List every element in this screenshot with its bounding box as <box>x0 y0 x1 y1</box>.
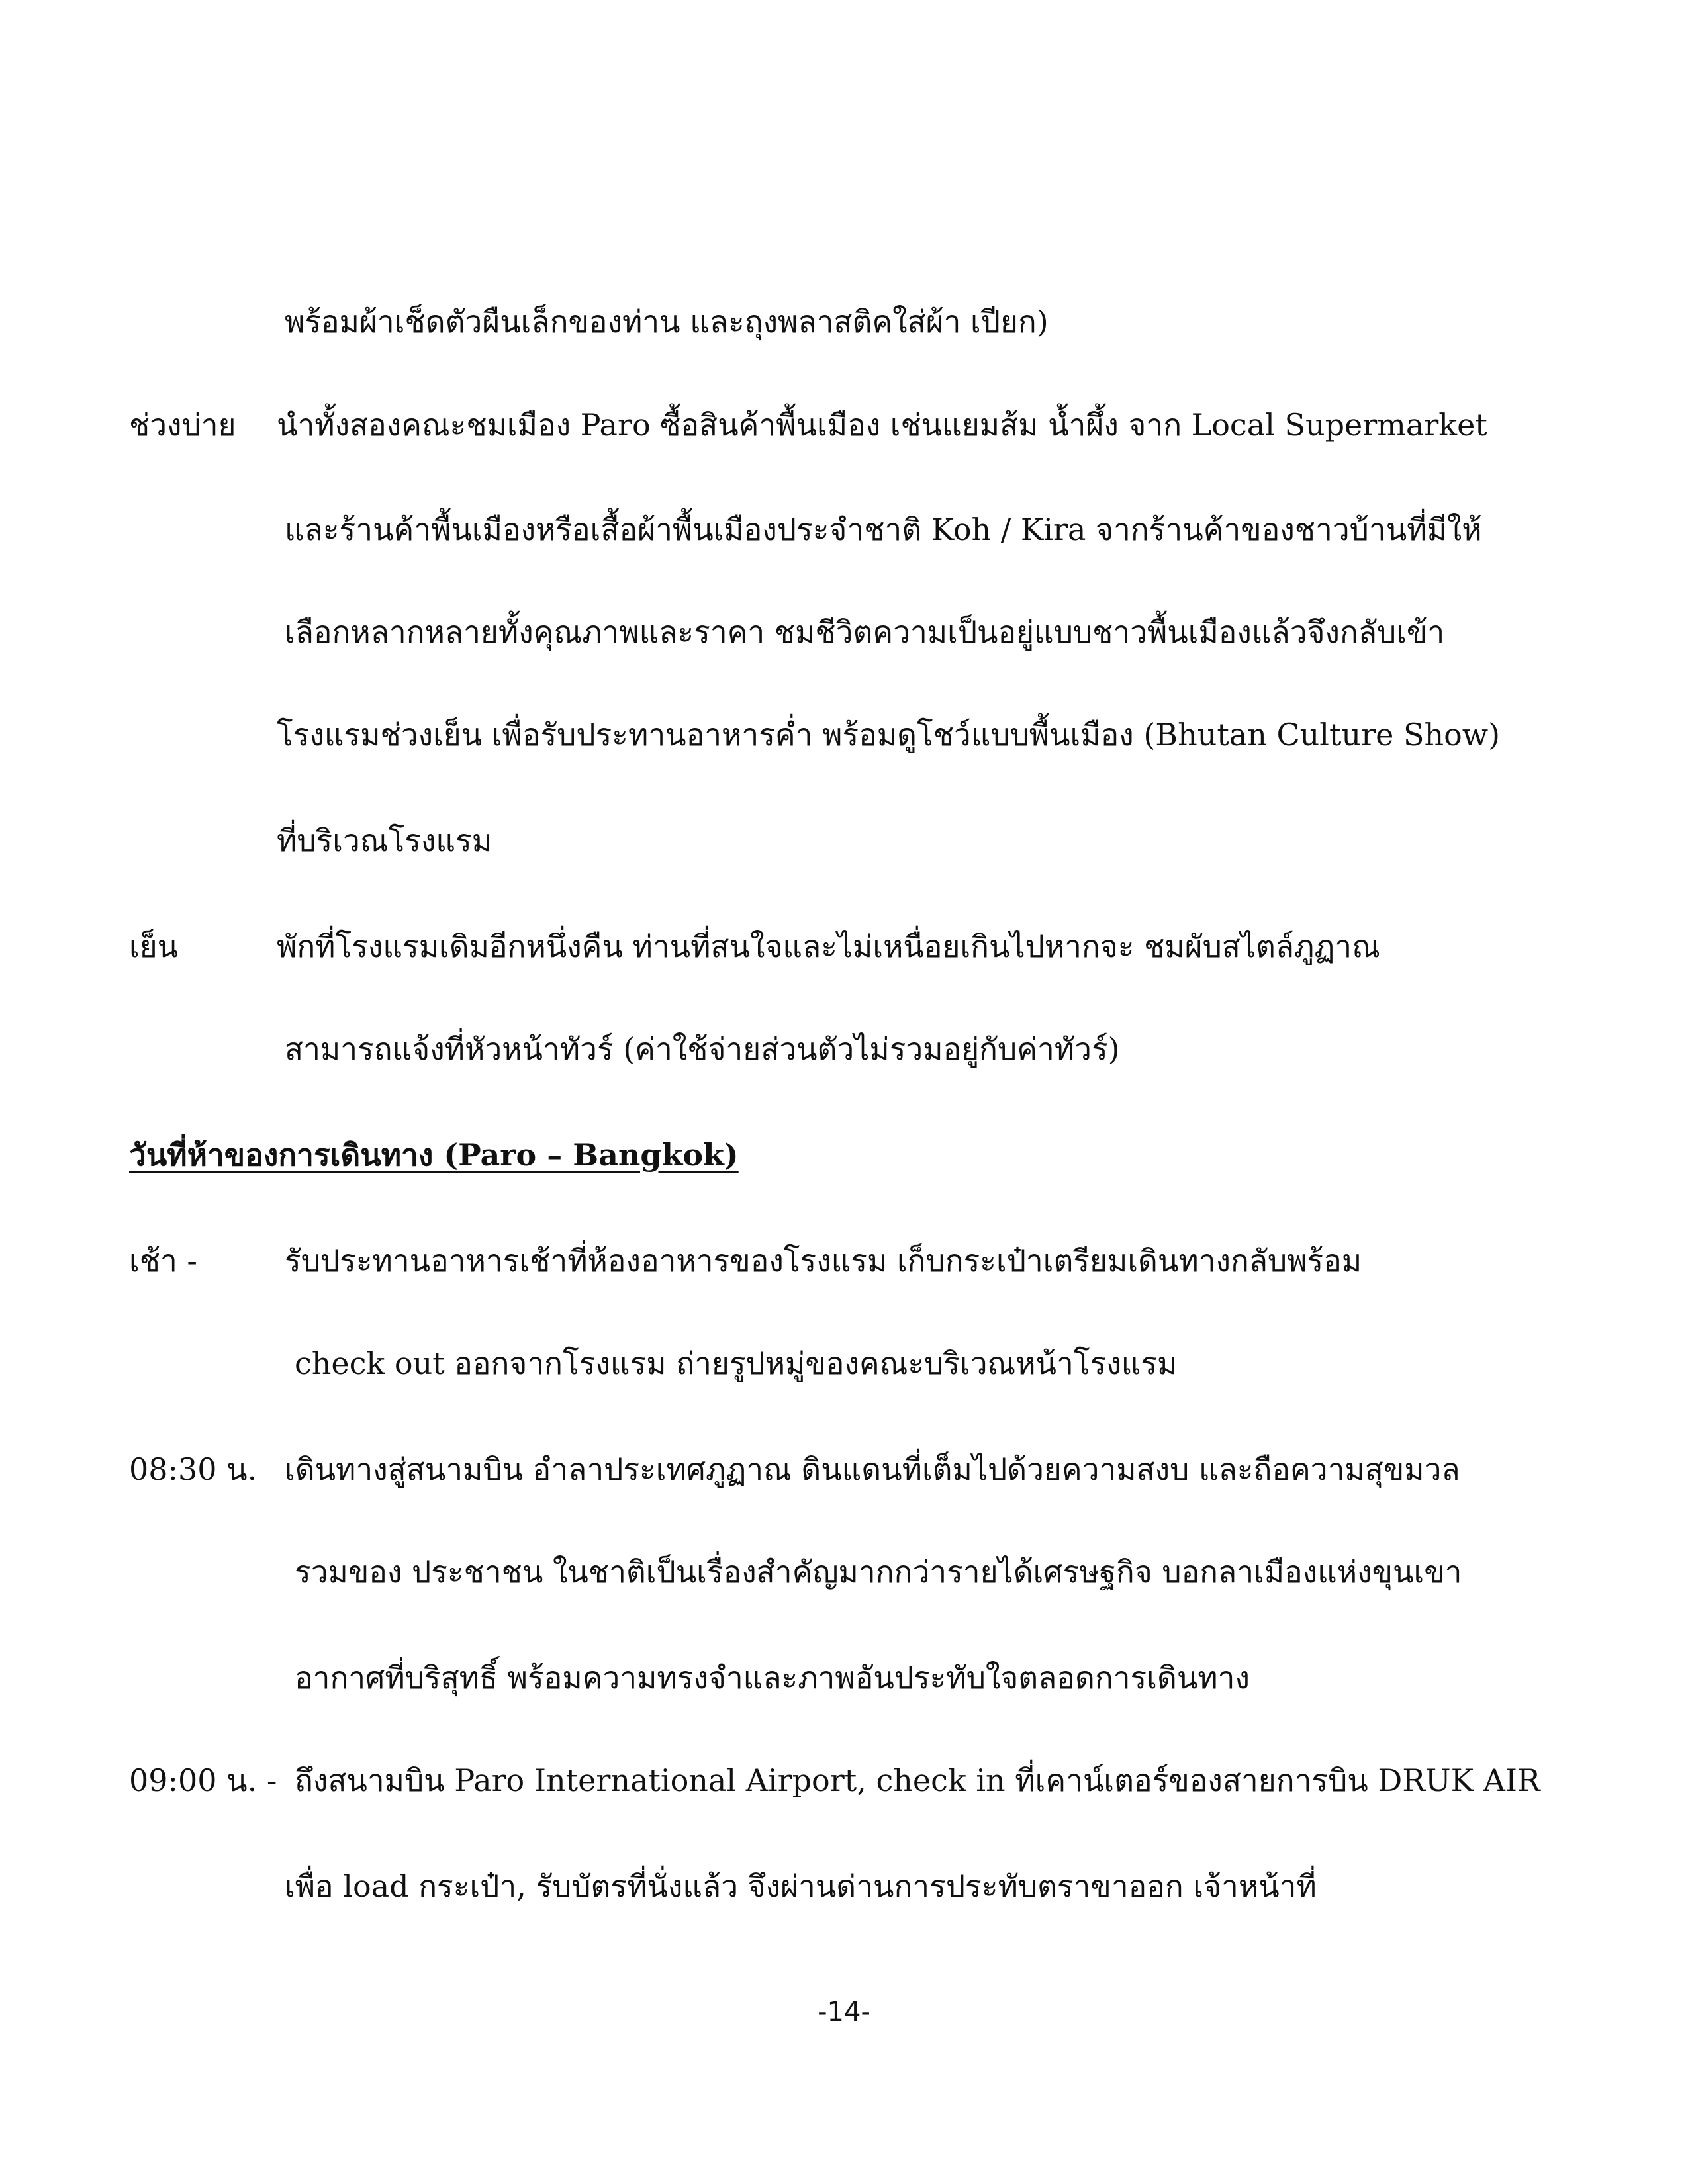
body-line: อากาศที่บริสุทธิ์ พร้อมความทรงจำและภาพอันประทับใจตลอดการเดินทาง <box>295 1660 1250 1696</box>
day-heading: วันที่ห้าของการเดินทาง (Paro – Bangkok) <box>129 1137 739 1173</box>
body-line: นำทั้งสองคณะชมเมือง Paro ซื้อสินค้าพื้นเมือง เช่นแยมส้ม น้ำผึ้ง จาก Local Supermarket <box>277 407 1487 443</box>
body-line: สามารถแจ้งที่หัวหน้าทัวร์ (ค่าใช้จ่ายส่วนตัวไม่รวมอยู่กับค่าทัวร์) <box>285 1031 1120 1067</box>
body-line: โรงแรมช่วงเย็น เพื่อรับประทานอาหารค่ำ พร้อมดูโชว์แบบพื้นเมือง (Bhutan Culture Show) <box>277 717 1501 752</box>
body-line: ถึงสนามบิน Paro International Airport, check in ที่เคาน์เตอร์ของสายการบิน DRUK AIR <box>295 1762 1540 1798</box>
body-line: เพื่อ load กระเป๋า, รับบัตรที่นั่งแล้ว จึงผ่านด่านการประทับตราขาออก เจ้าหน้าที่ <box>285 1868 1317 1904</box>
body-line: รับประทานอาหารเช้าที่ห้องอาหารของโรงแรม เก็บกระเป๋าเตรียมเดินทางกลับพร้อม <box>285 1243 1362 1279</box>
page-number: -14- <box>818 1997 870 2027</box>
body-line: เดินทางสู่สนามบิน อำลาประเทศภูฏาณ ดินแดนที่เต็มไปด้วยความสงบ และถือความสุขมวล <box>285 1451 1460 1487</box>
time-label-morning: เช้า - <box>129 1243 197 1279</box>
body-line: พักที่โรงแรมเดิมอีกหนึ่งคืน ท่านที่สนใจและไม่เหนื่อยเกินไปหากจะ ชมผับสไตล์ภูฏาณ <box>277 929 1380 964</box>
time-label-0900: 09:00 น. - <box>129 1762 277 1798</box>
time-label-0830: 08:30 น. <box>129 1451 258 1487</box>
time-label-afternoon: ช่วงบ่าย <box>129 407 236 443</box>
time-label-evening: เย็น <box>129 929 179 964</box>
body-line: check out ออกจากโรงแรม ถ่ายรูปหมู่ของคณะบริเวณหน้าโรงแรม <box>295 1345 1178 1381</box>
body-line: ที่บริเวณโรงแรม <box>277 823 492 858</box>
body-line: รวมของ ประชาชน ในชาติเป็นเรื่องสำคัญมากกว่ารายได้เศรษฐกิจ บอกลาเมืองแห่งขุนเขา <box>295 1554 1462 1590</box>
body-line: พร้อมผ้าเช็ดตัวผืนเล็กของท่าน และถุงพลาสติคใส่ผ้า เปียก) <box>285 304 1049 340</box>
body-line: และร้านค้าพื้นเมืองหรือเสื้อผ้าพื้นเมืองประจำชาติ Koh / Kira จากร้านค้าของชาวบ้านที่มีให้ <box>285 512 1482 547</box>
body-line: เลือกหลากหลายทั้งคุณภาพและราคา ชมชีวิตความเป็นอยู่แบบชาวพื้นเมืองแล้วจึงกลับเข้า <box>285 614 1445 650</box>
